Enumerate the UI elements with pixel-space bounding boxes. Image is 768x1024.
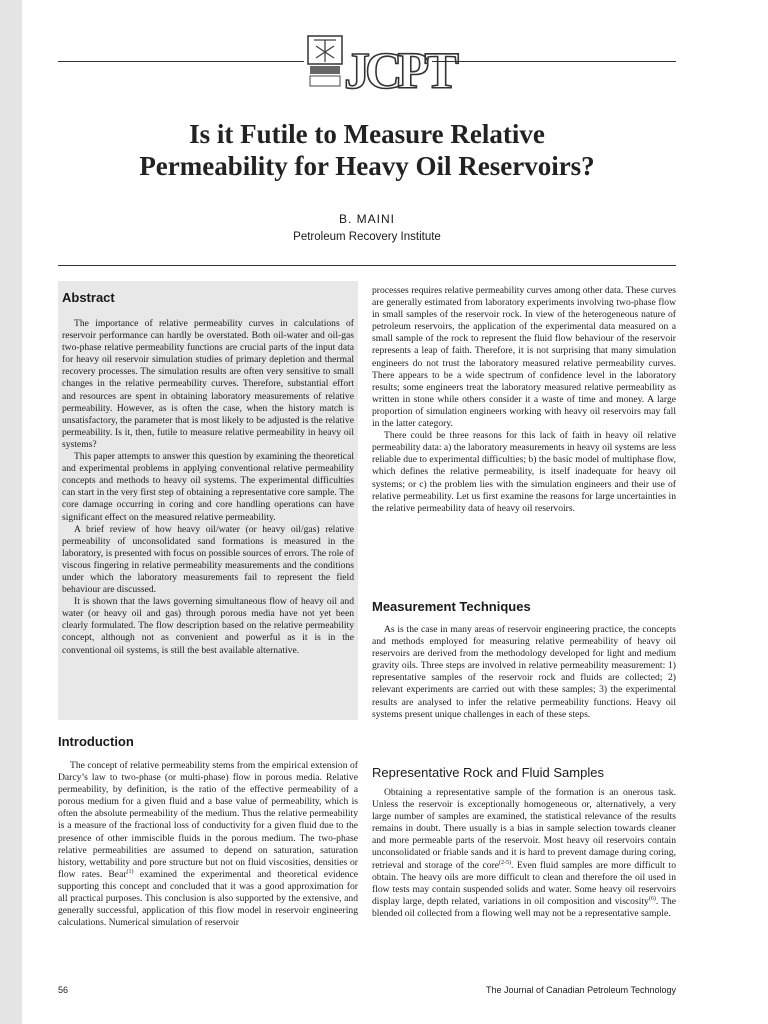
introduction-heading: Introduction	[58, 734, 134, 749]
reasons-paragraph: There could be three reasons for this lack of faith in heavy oil relative permeability data: a) the laboratory measurements in heavy oil systems are less reliable due to experimental difficulties; b) the basic model of multiphase flow, which defines the relative permeability, is itself inadequate for heavy oil systems; or c) the problem lies with the simulation engineers and their use of relative permeability. Let us first examine the reasons for large uncertainties in the relative permeability data of heavy oil reservoirs.	[372, 430, 676, 514]
abstract-paragraph: A brief review of how heavy oil/water (or heavy oil/gas) relative permeability of unconsolidated sand formations is measured in the laboratory, is presented with focus on possible sources of errors. The role of viscous fingering in relative permeability measurements and the conditions under which the laboratory measurements fail to represent the field behaviour are discussed.	[62, 523, 354, 596]
abstract-paragraph: The importance of relative permeability curves in calculations of reservoir performance can hardly be overstated. Both oil-water and oil-gas two-phase relative permeability functions are crucial parts of the input data for heavy oil reservoir simulation studies of primary depletion and thermal recovery processes. The simulation results are often very sensitive to small changes in the relative permeability curves. Therefore, substantial effort and resources are spent in obtaining laboratory measurements of relative permeability. However, as is often the case, when the history match is unsatisfactory, the parameter that is most likely to be adjusted is the relative permeability. Is it, then, futile to measure relative permeability in heavy oil systems?	[62, 318, 354, 450]
rep-text-part: . Even fluid samples are more difficult to obtain. The heavy oils are more difficult to clean and therefore the oil used in flow tests may contain suspended solids and water. Some heavy oil reservoirs display large, depth related, variations in oil composition and viscosity	[372, 859, 676, 907]
citation-ref: (2-5)	[499, 859, 512, 866]
intro-text-part: The concept of relative permeability stems from the empirical extension of Darcy’s law to two-phase (or multi-phase) flow in porous media. Relative permeability, by definition, is the ratio of the effective permeability of a porous medium for a given fluid and a base value of permeability, which is often the absolute permeability of the medium. Thus the relative permeability is a measure of the fractional loss of conductivity for a given fluid due to the presence of other immiscible fluids in the porous medium. The two-phase relative permeabilities are assumed to depend on saturation, saturation history, wettability and pore structure but not on fluid viscosities, densities or flow rates. Bear	[58, 760, 358, 880]
introduction-paragraph	[58, 760, 358, 929]
title-line-2: Permeability for Heavy Oil Reservoirs?	[139, 151, 595, 181]
jcpt-logo	[306, 32, 454, 100]
continuation-paragraph: processes requires relative permeability curves among other data. These curves are generally estimated from laboratory experiments involving two-phase flow in small samples of the reservoir rock. In view of the heterogeneous nature of petroleum reservoirs, the application of the experimental data measured on a small sample of the rock to represent the fluid flow behaviour of the reservoir represents a leap of faith. Therefore, it is not surprising that many simulation engineers do not trust the laboratory measured relative permeability curves. There appears to be a wide spectrum of confidence level in the laboratory results; some engineers treat the laboratory measured relative permeability as written in stone while others consider it a waste of time and money. A large proportion of simulation engineers working with heavy oil reservoirs may fall in the latter category.	[372, 285, 676, 430]
intro-text-part: examined the experimental and theoretical evidence supporting this concept and concluded that it was a good approximation for all practical purposes. This conclusion is also supported by the extensive, and generally successful, application of this flow model in reservoir engineering calculations. Numerical simulation of reservoir	[58, 868, 358, 929]
measurement-body	[372, 624, 676, 721]
abstract-paragraph: It is shown that the laws governing simultaneous flow of heavy oil and water (or heavy oil and gas) through porous media have not yet been clearly formulated. The flow description based on the relative permeability concept, although not as convenient and powerful as it is in the conventional oil systems, is still the best available alternative.	[62, 596, 354, 656]
page-number: 56	[58, 985, 69, 995]
citation-ref: (6)	[648, 895, 656, 902]
author-name: B. MAINI	[338, 212, 395, 226]
header-rule-right	[432, 61, 676, 62]
paper-title	[58, 118, 676, 182]
citation-ref: (1)	[126, 868, 134, 875]
title-rule	[58, 265, 676, 266]
title-line-1: Is it Futile to Measure Relative	[189, 119, 545, 149]
measurement-heading: Measurement Techniques	[372, 599, 531, 614]
representative-heading: Representative Rock and Fluid Samples	[372, 765, 604, 780]
page-edge-shadow	[0, 0, 22, 1024]
abstract-box	[58, 281, 358, 720]
header-rule-left	[58, 61, 304, 62]
abstract-heading: Abstract	[62, 290, 115, 305]
introduction-body	[58, 760, 358, 929]
representative-body	[372, 787, 676, 920]
svg-text:JCPT: JCPT	[344, 43, 454, 100]
right-column-continuation	[372, 285, 676, 515]
representative-paragraph	[372, 787, 676, 920]
author-affiliation: Petroleum Recovery Institute	[293, 231, 441, 243]
journal-name: The Journal of Canadian Petroleum Technology	[486, 985, 676, 995]
abstract-paragraph: This paper attempts to answer this question by examining the theoretical and experimental problems in applying conventional relative permeability concepts and methods to heavy oil systems. The experimental difficulties can start in the very first step of obtaining a representative core sample. The core damage occurring in coring and core handling operations can have significant effect on the measured relative permeability.	[62, 451, 354, 523]
rep-text-part: Obtaining a representative sample of the formation is an onerous task. Unless the reservoir is exceptionally homogeneous or, alternatively, a very large number of samples are examined, the statistical relevance of the results remains in doubt. There usually is a bias in sample selection towards cleaner and more permeable parts of the reservoir. Most heavy oil reservoirs contain unconsolidated or friable sands and it is hard to prevent damage during coring, retrieval and storage of the core	[372, 787, 676, 871]
abstract-body	[62, 318, 354, 657]
measurement-paragraph: As is the case in many areas of reservoir engineering practice, the concepts and methods employed for measuring relative permeability of heavy oil reservoirs are derived from the methodology developed for light and medium gravity oils. Three steps are involved in relative permeability measurement: 1) representative samples of the reservoir rock and fluids are collected; 2) relevant experiments are carried out with these samples; 3) the experimental results are analysed to infer the relative permeability functions. Heavy oil systems present unique challenges in each of these steps.	[372, 624, 676, 720]
rep-text-part: . The blended oil collected from a flowing well may not be a representative sample.	[372, 895, 676, 919]
